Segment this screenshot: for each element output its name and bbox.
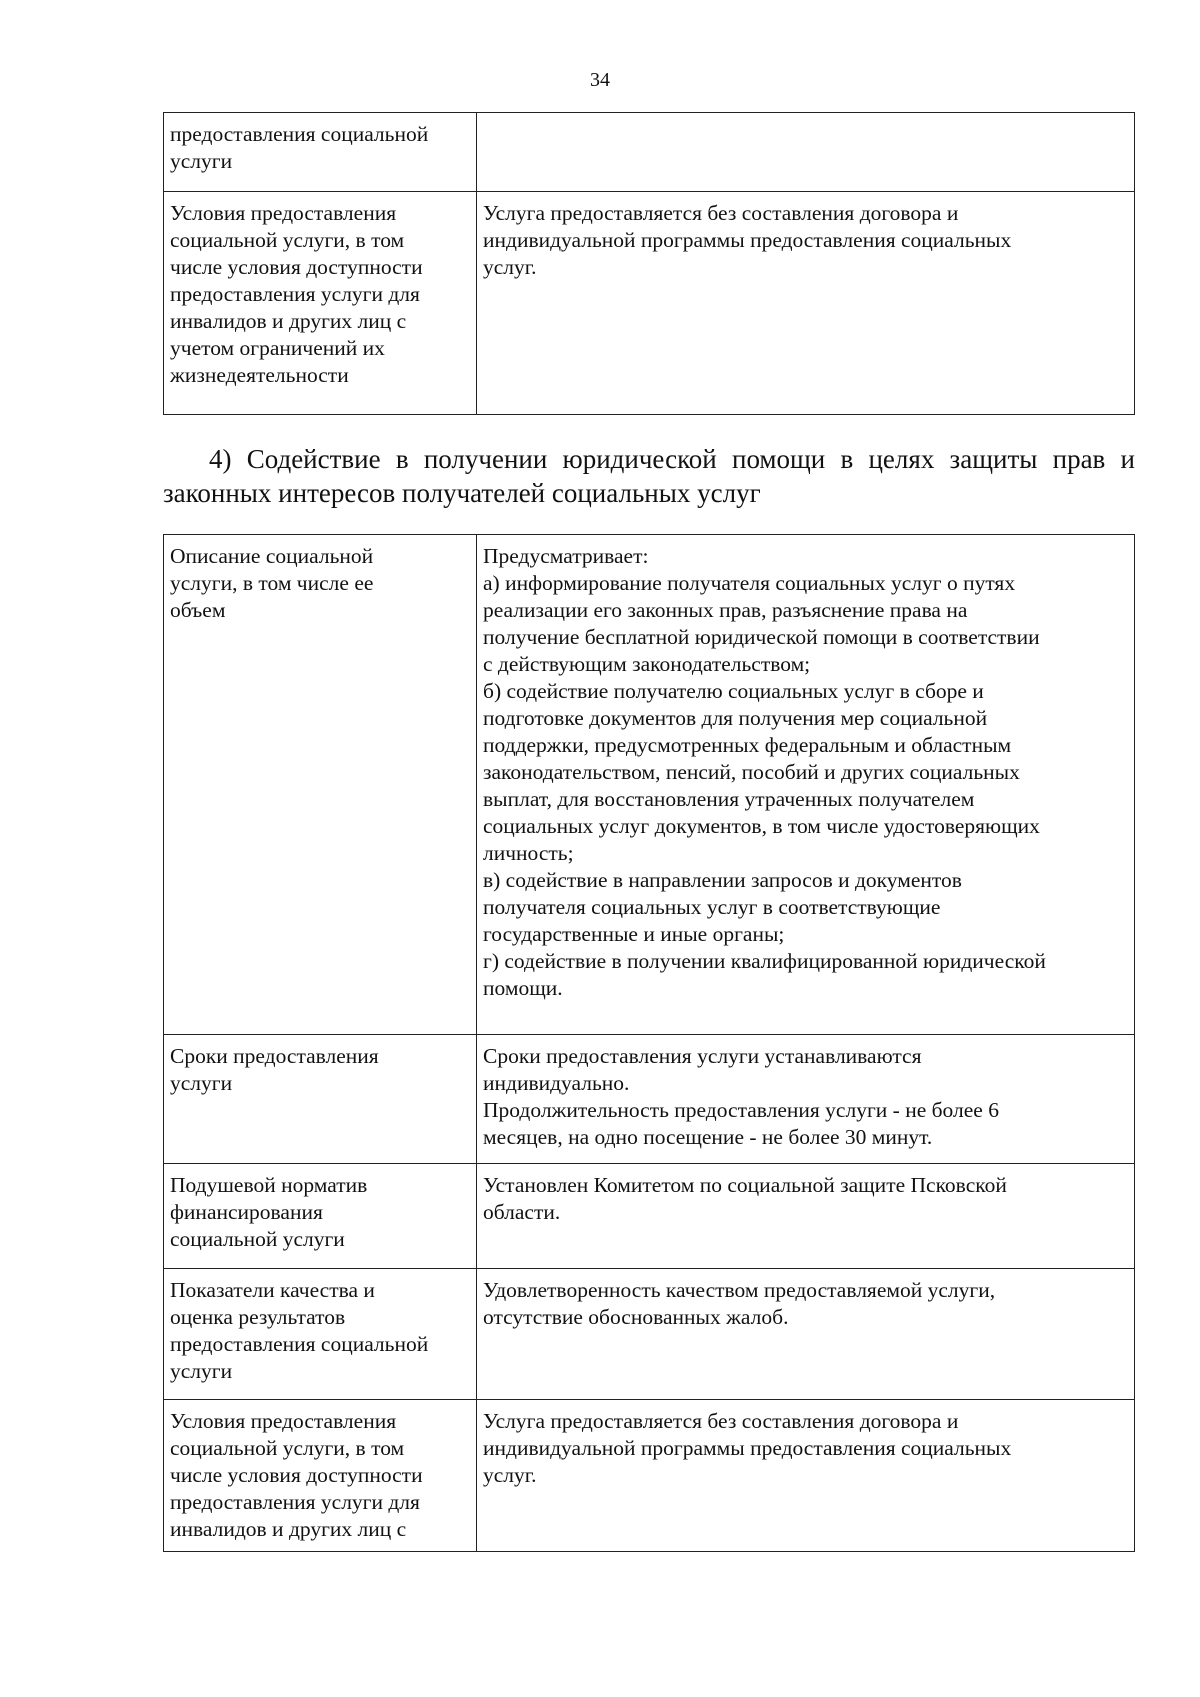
row-label: предоставления социальной услуги xyxy=(164,113,477,192)
table-row xyxy=(164,113,1135,192)
row-label: Показатели качества и оценка результатов предоставления социальной услуги xyxy=(164,1269,477,1400)
page-number: 34 xyxy=(590,69,610,91)
table-row xyxy=(164,192,1135,415)
row-label: Условия предоставления социальной услуги, в том числе условия доступности предоставления услуги для инвалидов и других лиц с учетом ограничений их жизнедеятельности xyxy=(164,192,477,415)
table-row xyxy=(164,535,1135,1035)
legal-assistance-service-table xyxy=(163,534,1135,1552)
row-label: Условия предоставления социальной услуги, в том числе условия доступности предоставления услуги для инвалидов и других лиц с xyxy=(164,1400,477,1552)
row-value: Услуга предоставляется без составления договора и индивидуальной программы предоставления социальных услуг. xyxy=(477,192,1135,415)
table-row xyxy=(164,1400,1135,1552)
row-value: Сроки предоставления услуги устанавливаются индивидуально. Продолжительность предоставления услуги - не более 6 месяцев, на одно посещение - не более 30 минут. xyxy=(477,1035,1135,1164)
row-label: Сроки предоставления услуги xyxy=(164,1035,477,1164)
table-row xyxy=(164,1269,1135,1400)
row-label: Описание социальной услуги, в том числе ее объем xyxy=(164,535,477,1035)
row-value: Услуга предоставляется без составления договора и индивидуальной программы предоставления социальных услуг. xyxy=(477,1400,1135,1552)
row-value xyxy=(477,113,1135,192)
section-heading: 4) Содействие в получении юридической помощи в целях защиты прав и законных интересов получателей социальных услуг xyxy=(163,444,1135,508)
row-value: Предусматривает: а) информирование получателя социальных услуг о путях реализации его законных прав, разъяснение права на получение бесплатной юридической помощи в соответствии с действующим законодательством; б) содействие получателю социальных услуг в сборе и подготовке документов для получения мер социальной поддержки, предусмотренных федеральным и областным законодательством, пенсий, пособий и других социальных выплат, для восстановления утраченных получателем социальных услуг документов, в том числе удостоверяющих личность; в) содействие в направлении запросов и документов получателя социальных услуг в соответствующие государственные и иные органы; г) содействие в получении квалифицированной юридической помощи. xyxy=(477,535,1135,1035)
row-label: Подушевой норматив финансирования социальной услуги xyxy=(164,1164,477,1269)
continued-service-table xyxy=(163,112,1135,415)
row-value: Удовлетворенность качеством предоставляемой услуги, отсутствие обоснованных жалоб. xyxy=(477,1269,1135,1400)
table-row xyxy=(164,1164,1135,1269)
table-row xyxy=(164,1035,1135,1164)
row-value: Установлен Комитетом по социальной защите Псковской области. xyxy=(477,1164,1135,1269)
